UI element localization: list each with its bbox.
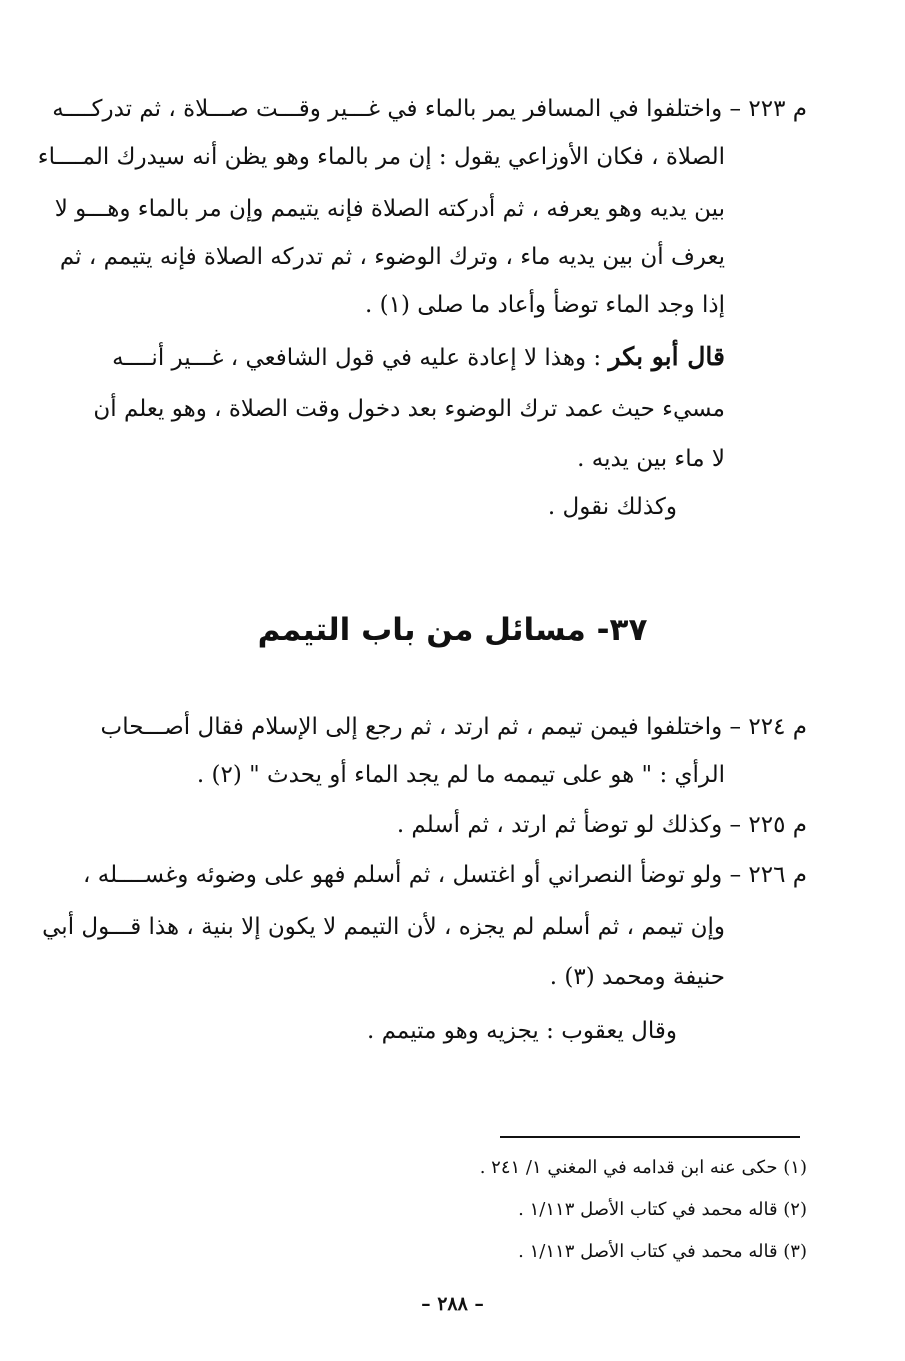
section-heading: ٣٧- مسائل من باب التيمم [257, 612, 648, 648]
footnote: (١) حكى عنه ابن قدامه في المغني ١/ ٢٤١ . [479, 1157, 807, 1178]
speaker-label: قال أبو بكر [608, 342, 725, 371]
text-line [112, 340, 725, 375]
text-line: إذا وجد الماء توضأ وأعاد ما صلى (١) . [365, 292, 725, 318]
text-line: مسيء حيث عمد ترك الوضوء بعد دخول وقت الصلاة ، وهو يعلم أن [93, 396, 725, 422]
page-number: – ٢٨٨ – [421, 1293, 484, 1315]
text-line: وقال يعقوب : يجزيه وهو متيمم . [366, 1018, 677, 1044]
footnote-divider [500, 1136, 800, 1138]
footnote: (٢) قاله محمد في كتاب الأصل ١/١١٣ . [518, 1199, 807, 1220]
text-line: بين يديه وهو يعرفه ، ثم أدركته الصلاة فإنه يتيمم وإن مر بالماء وهـــو لا [54, 196, 725, 222]
text-line: م ٢٢٥ – وكذلك لو توضأ ثم ارتد ، ثم أسلم . [396, 812, 807, 838]
text-line-rest: : وهذا لا إعادة عليه في قول الشافعي ، غـــير أنــــه [112, 345, 602, 371]
text-line: وكذلك نقول . [547, 494, 677, 520]
text-line: م ٢٢٣ – واختلفوا في المسافر يمر بالماء في غـــير وقـــت صـــلاة ، ثم تدركــــه [52, 96, 807, 122]
text-line: وإن تيمم ، ثم أسلم لم يجزه ، لأن التيمم لا يكون إلا بنية ، هذا قـــول أبي [42, 914, 725, 940]
footnote: (٣) قاله محمد في كتاب الأصل ١/١١٣ . [518, 1241, 807, 1262]
text-line: م ٢٢٦ – ولو توضأ النصراني أو اغتسل ، ثم أسلم فهو على وضوئه وغســــله ، [83, 862, 807, 888]
text-line: حنيفة ومحمد (٣) . [549, 964, 725, 990]
text-line: يعرف أن بين يديه ماء ، وترك الوضوء ، ثم تدركه الصلاة فإنه يتيمم ، ثم [59, 244, 725, 270]
text-line: لا ماء بين يديه . [577, 446, 725, 472]
text-line: الصلاة ، فكان الأوزاعي يقول : إن مر بالماء وهو يظن أنه سيدرك المــــاء [37, 144, 725, 170]
text-line: م ٢٢٤ – واختلفوا فيمن تيمم ، ثم ارتد ، ثم رجع إلى الإسلام فقال أصـــحاب [100, 714, 807, 740]
text-line: الرأي : " هو على تيممه ما لم يجد الماء أو يحدث " (٢) . [196, 762, 725, 788]
